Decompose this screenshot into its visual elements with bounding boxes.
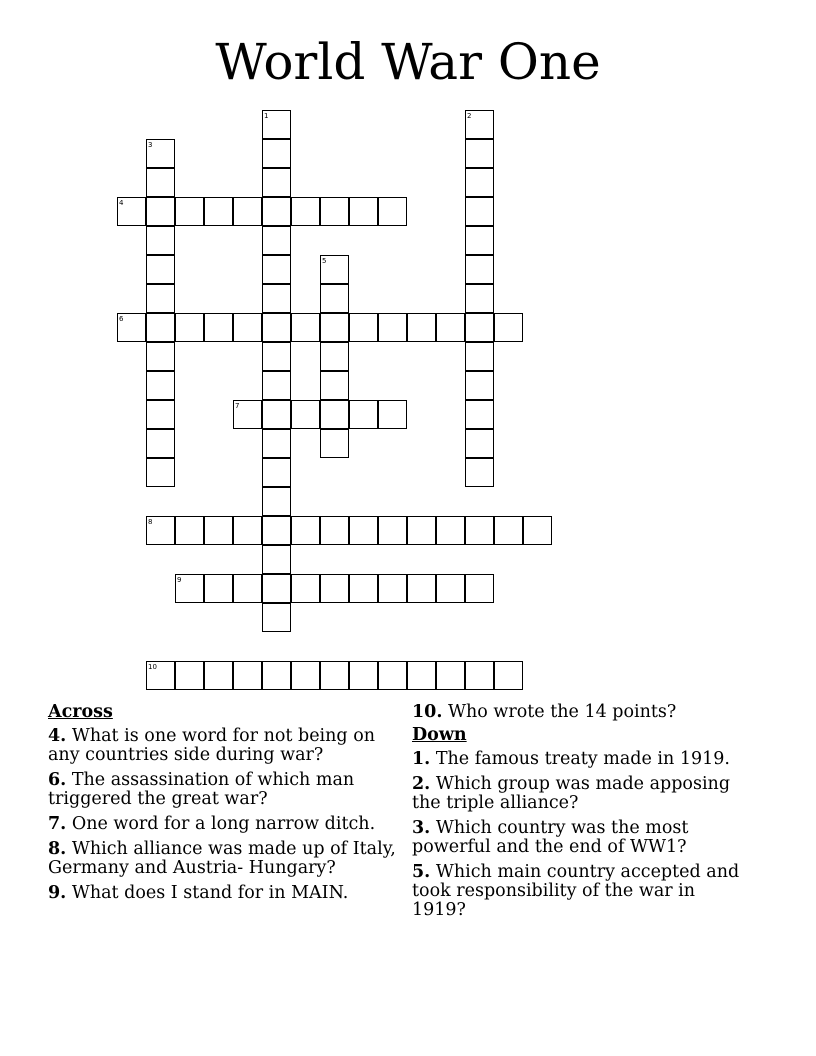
clue-number: 2: [467, 112, 472, 120]
grid-cell[interactable]: [378, 516, 407, 545]
grid-cell[interactable]: [378, 574, 407, 603]
clue-down-5: 5. Which main country accepted and took responsibility of the war in 1919?: [412, 862, 740, 920]
grid-cell[interactable]: [204, 516, 233, 545]
grid-cell[interactable]: [146, 516, 175, 545]
grid-cell[interactable]: [320, 516, 349, 545]
grid-cell[interactable]: [262, 197, 291, 226]
grid-cell[interactable]: [262, 400, 291, 429]
grid-cell[interactable]: [233, 574, 262, 603]
grid-cell[interactable]: [465, 313, 494, 342]
grid-cell[interactable]: [175, 197, 204, 226]
grid-cell[interactable]: [233, 661, 262, 690]
grid-cell[interactable]: [494, 313, 523, 342]
grid-cell[interactable]: [146, 371, 175, 400]
grid-cell[interactable]: [262, 284, 291, 313]
grid-cell[interactable]: [436, 516, 465, 545]
grid-cell[interactable]: [262, 487, 291, 516]
grid-cell[interactable]: [465, 516, 494, 545]
clue-number: 8: [148, 518, 153, 526]
clue-across-10: 10. Who wrote the 14 points?: [412, 702, 677, 722]
grid-cell[interactable]: [465, 255, 494, 284]
page-title: World War One: [215, 33, 601, 91]
grid-cell[interactable]: [233, 197, 262, 226]
across-heading: Across: [48, 702, 113, 722]
grid-cell[interactable]: [291, 197, 320, 226]
grid-cell[interactable]: [204, 574, 233, 603]
clue-number: 1: [264, 112, 269, 120]
grid-cell[interactable]: [146, 226, 175, 255]
grid-cell[interactable]: [320, 342, 349, 371]
grid-cell[interactable]: [436, 661, 465, 690]
grid-cell[interactable]: [320, 313, 349, 342]
grid-cell[interactable]: [407, 661, 436, 690]
grid-cell[interactable]: [291, 313, 320, 342]
grid-cell[interactable]: [320, 371, 349, 400]
grid-cell[interactable]: [146, 342, 175, 371]
grid-cell[interactable]: [262, 574, 291, 603]
down-heading: Down: [412, 725, 467, 745]
clue-number: 5: [322, 257, 327, 265]
grid-cell[interactable]: [349, 574, 378, 603]
grid-cell[interactable]: [262, 255, 291, 284]
grid-cell[interactable]: [320, 574, 349, 603]
grid-cell[interactable]: [320, 661, 349, 690]
grid-cell[interactable]: [320, 284, 349, 313]
grid-cell[interactable]: [320, 400, 349, 429]
grid-cell[interactable]: [204, 661, 233, 690]
clue-number: 4: [119, 199, 124, 207]
clues-right-column: [412, 703, 752, 926]
grid-cell[interactable]: [436, 574, 465, 603]
grid-cell[interactable]: [465, 168, 494, 197]
clue-down-2: 2. Which group was made apposing the triple alliance?: [412, 774, 731, 813]
grid-cell[interactable]: [233, 400, 262, 429]
grid-cell[interactable]: [262, 139, 291, 168]
grid-cell[interactable]: [291, 516, 320, 545]
grid-cell[interactable]: [262, 603, 291, 632]
grid-cell[interactable]: [320, 197, 349, 226]
grid-cell[interactable]: [436, 313, 465, 342]
grid-cell[interactable]: [523, 516, 552, 545]
grid-cell[interactable]: [465, 226, 494, 255]
grid-cell[interactable]: [262, 226, 291, 255]
grid-cell[interactable]: [349, 516, 378, 545]
grid-cell[interactable]: [465, 342, 494, 371]
grid-cell[interactable]: [233, 516, 262, 545]
grid-cell[interactable]: [146, 139, 175, 168]
grid-cell[interactable]: [378, 400, 407, 429]
grid-cell[interactable]: [465, 371, 494, 400]
grid-cell[interactable]: [175, 313, 204, 342]
grid-cell[interactable]: [175, 574, 204, 603]
grid-cell[interactable]: [494, 661, 523, 690]
grid-cell[interactable]: [204, 197, 233, 226]
clue-across-4: 4. What is one word for not being on any countries side during war?: [48, 726, 375, 765]
grid-cell[interactable]: [378, 661, 407, 690]
grid-cell[interactable]: [146, 284, 175, 313]
grid-cell[interactable]: [378, 197, 407, 226]
grid-cell[interactable]: [262, 429, 291, 458]
grid-cell[interactable]: [262, 168, 291, 197]
grid-cell[interactable]: [262, 458, 291, 487]
clue-down-3: 3. Which country was the most powerful and the end of WW1?: [412, 818, 689, 857]
grid-cell[interactable]: [262, 371, 291, 400]
grid-cell[interactable]: [146, 429, 175, 458]
clue-across-8: 8. Which alliance was made up of Italy, Germany and Austria- Hungary?: [48, 839, 396, 878]
clue-across-7: 7. One word for a long narrow ditch.: [48, 814, 376, 834]
grid-cell[interactable]: [465, 458, 494, 487]
grid-cell[interactable]: [117, 197, 146, 226]
grid-cell[interactable]: [175, 661, 204, 690]
grid-cell[interactable]: [291, 661, 320, 690]
grid-cell[interactable]: [146, 661, 175, 690]
grid-cell[interactable]: [349, 400, 378, 429]
grid-cell[interactable]: [494, 516, 523, 545]
clue-number: 10: [148, 663, 157, 671]
grid-cell[interactable]: [465, 429, 494, 458]
grid-cell[interactable]: [407, 516, 436, 545]
clue-across-9: 9. What does I stand for in MAIN.: [48, 883, 349, 903]
grid-cell[interactable]: [262, 342, 291, 371]
grid-cell[interactable]: [465, 110, 494, 139]
grid-cell[interactable]: [262, 661, 291, 690]
grid-cell[interactable]: [407, 574, 436, 603]
clue-number: 7: [235, 402, 240, 410]
grid-cell[interactable]: [146, 255, 175, 284]
grid-cell[interactable]: [320, 429, 349, 458]
grid-cell[interactable]: [291, 574, 320, 603]
grid-cell[interactable]: [349, 313, 378, 342]
clue-number: 3: [148, 141, 153, 149]
grid-cell[interactable]: [204, 313, 233, 342]
grid-cell[interactable]: [465, 284, 494, 313]
grid-cell[interactable]: [407, 313, 436, 342]
clue-down-1: 1. The famous treaty made in 1919.: [412, 749, 730, 769]
grid-cell[interactable]: [233, 313, 262, 342]
grid-cell[interactable]: [146, 400, 175, 429]
grid-cell[interactable]: [465, 197, 494, 226]
clues-left-column: [48, 703, 408, 909]
clue-number: 9: [177, 576, 182, 584]
grid-cell[interactable]: [262, 110, 291, 139]
grid-cell[interactable]: [262, 313, 291, 342]
grid-cell[interactable]: [175, 516, 204, 545]
grid-cell[interactable]: [262, 545, 291, 574]
grid-cell[interactable]: [465, 661, 494, 690]
grid-cell[interactable]: [117, 313, 146, 342]
grid-cell[interactable]: [291, 400, 320, 429]
grid-cell[interactable]: [465, 574, 494, 603]
grid-cell[interactable]: [146, 458, 175, 487]
grid-cell[interactable]: [146, 313, 175, 342]
grid-cell[interactable]: [349, 661, 378, 690]
grid-cell[interactable]: [465, 400, 494, 429]
grid-cell[interactable]: [146, 168, 175, 197]
clue-number: 6: [119, 315, 124, 323]
grid-cell[interactable]: [146, 197, 175, 226]
grid-cell[interactable]: [349, 197, 378, 226]
grid-cell[interactable]: [378, 313, 407, 342]
grid-cell[interactable]: [320, 255, 349, 284]
grid-cell[interactable]: [262, 516, 291, 545]
grid-cell[interactable]: [465, 139, 494, 168]
clue-across-6: 6. The assassination of which man triggered the great war?: [48, 770, 355, 809]
